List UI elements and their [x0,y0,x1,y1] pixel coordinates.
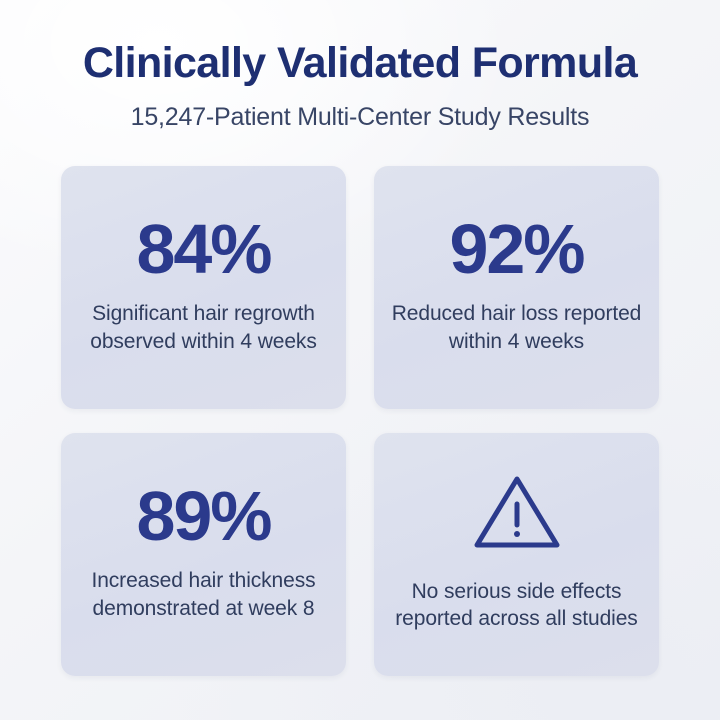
stat-value: 84% [136,210,271,289]
stat-description: Increased hair thickness demonstrated at week 8 [91,569,316,620]
stat-description: Significant hair regrowth observed within 4 weeks [90,302,317,353]
stat-value: 92% [449,210,584,289]
stats-grid [30,166,690,676]
stat-card-hair-loss [374,166,659,409]
warning-triangle-icon [471,471,563,556]
page-subtitle: 15,247-Patient Multi-Center Study Results [130,103,590,132]
stat-value: 89% [136,477,271,556]
stat-card-regrowth [61,166,346,409]
stat-description: Reduced hair loss reported within 4 weeks [391,302,642,353]
page-title: Clinically Validated Formula [82,39,638,87]
stat-card-thickness [61,433,346,676]
stat-card-side-effects [374,433,659,676]
stat-description: No serious side effects reported across all studies [395,579,638,631]
